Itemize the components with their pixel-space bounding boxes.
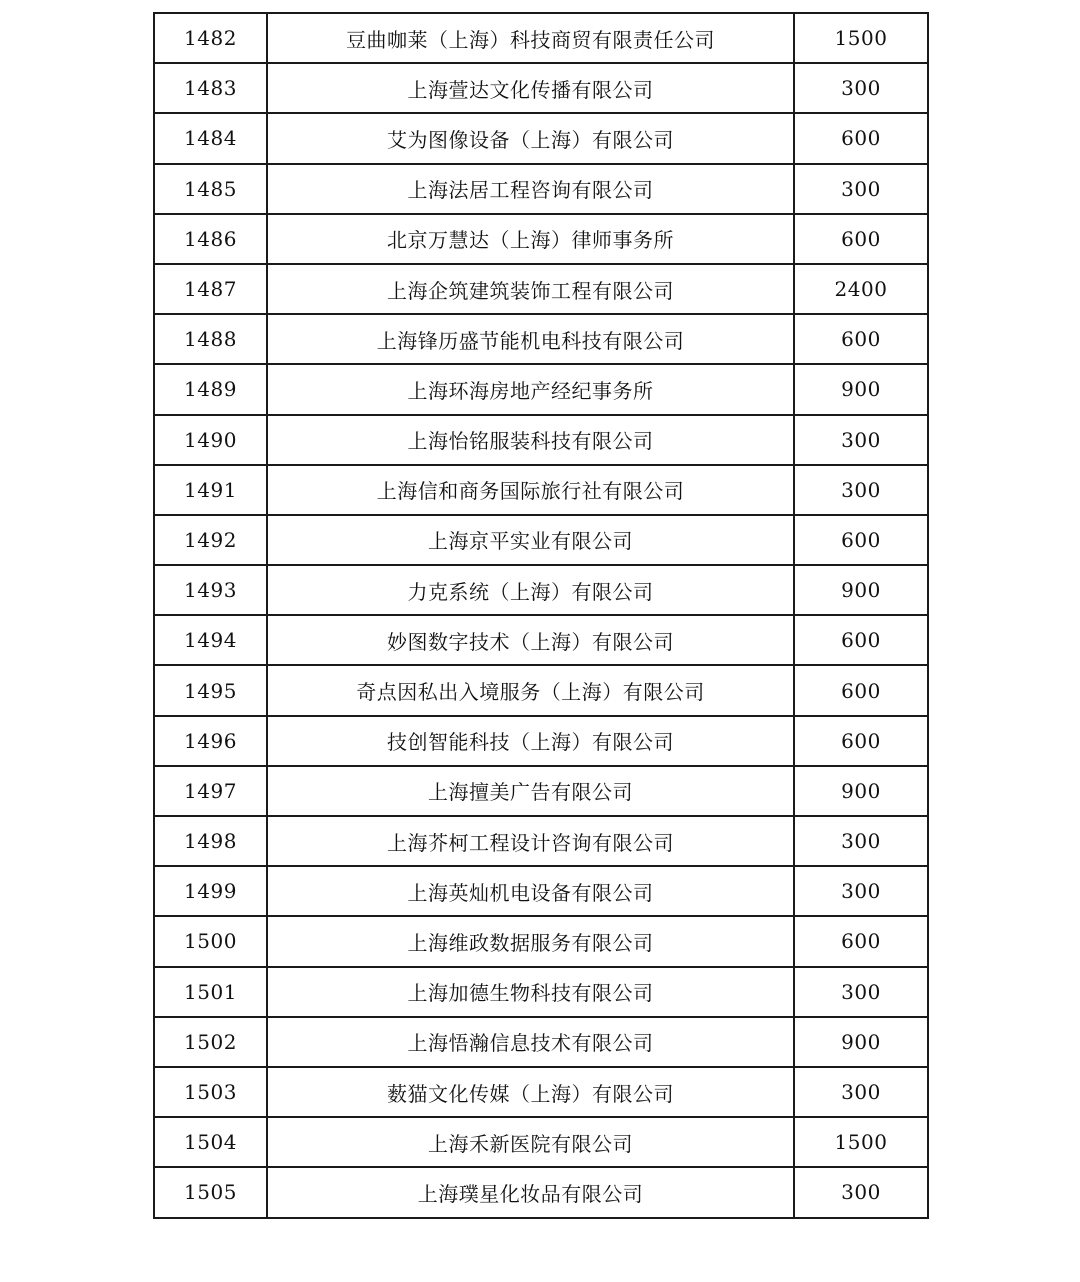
amount-cell: 300: [794, 816, 928, 866]
table-row: [154, 515, 928, 565]
row-number-cell: 1501: [154, 967, 267, 1017]
amount-cell: 900: [794, 766, 928, 816]
row-number-cell: 1487: [154, 264, 267, 314]
amount-cell: 600: [794, 214, 928, 264]
company-name-cell: 力克系统（上海）有限公司: [267, 565, 794, 615]
table-row: [154, 565, 928, 615]
row-number-cell: 1505: [154, 1167, 267, 1217]
company-name-cell: 上海怡铭服装科技有限公司: [267, 415, 794, 465]
table-row: [154, 916, 928, 966]
table-body: [154, 13, 928, 1218]
table-row: [154, 1017, 928, 1067]
table-row: [154, 1117, 928, 1167]
company-name-cell: 上海维政数据服务有限公司: [267, 916, 794, 966]
row-number-cell: 1495: [154, 665, 267, 715]
table-row: [154, 264, 928, 314]
company-name-cell: 奇点因私出入境服务（上海）有限公司: [267, 665, 794, 715]
company-name-cell: 北京万慧达（上海）律师事务所: [267, 214, 794, 264]
amount-cell: 600: [794, 113, 928, 163]
table-row: [154, 665, 928, 715]
row-number-cell: 1497: [154, 766, 267, 816]
company-name-cell: 技创智能科技（上海）有限公司: [267, 716, 794, 766]
row-number-cell: 1496: [154, 716, 267, 766]
table-row: [154, 1167, 928, 1217]
table-row: [154, 214, 928, 264]
amount-cell: 300: [794, 1067, 928, 1117]
table-row: [154, 465, 928, 515]
row-number-cell: 1483: [154, 63, 267, 113]
amount-cell: 900: [794, 1017, 928, 1067]
table-row: [154, 415, 928, 465]
amount-cell: 300: [794, 1167, 928, 1217]
amount-cell: 300: [794, 164, 928, 214]
table-row: [154, 13, 928, 63]
amount-cell: 600: [794, 665, 928, 715]
table-row: [154, 967, 928, 1017]
table-row: [154, 866, 928, 916]
row-number-cell: 1482: [154, 13, 267, 63]
company-name-cell: 豆曲咖莱（上海）科技商贸有限责任公司: [267, 13, 794, 63]
table-row: [154, 766, 928, 816]
company-name-cell: 上海芥柯工程设计咨询有限公司: [267, 816, 794, 866]
company-name-cell: 上海法居工程咨询有限公司: [267, 164, 794, 214]
company-name-cell: 上海京平实业有限公司: [267, 515, 794, 565]
company-name-cell: 上海英灿机电设备有限公司: [267, 866, 794, 916]
row-number-cell: 1502: [154, 1017, 267, 1067]
document-page: [153, 12, 927, 1219]
amount-cell: 600: [794, 515, 928, 565]
row-number-cell: 1484: [154, 113, 267, 163]
row-number-cell: 1491: [154, 465, 267, 515]
amount-cell: 900: [794, 565, 928, 615]
company-name-cell: 妙图数字技术（上海）有限公司: [267, 615, 794, 665]
company-name-cell: 上海悟瀚信息技术有限公司: [267, 1017, 794, 1067]
table-row: [154, 113, 928, 163]
table-row: [154, 716, 928, 766]
table-row: [154, 816, 928, 866]
row-number-cell: 1500: [154, 916, 267, 966]
table-row: [154, 364, 928, 414]
table-row: [154, 63, 928, 113]
amount-cell: 600: [794, 615, 928, 665]
company-name-cell: 上海锋历盛节能机电科技有限公司: [267, 314, 794, 364]
row-number-cell: 1499: [154, 866, 267, 916]
row-number-cell: 1494: [154, 615, 267, 665]
company-name-cell: 上海加德生物科技有限公司: [267, 967, 794, 1017]
company-name-cell: 薮猫文化传媒（上海）有限公司: [267, 1067, 794, 1117]
amount-cell: 300: [794, 866, 928, 916]
row-number-cell: 1490: [154, 415, 267, 465]
company-name-cell: 艾为图像设备（上海）有限公司: [267, 113, 794, 163]
amount-cell: 300: [794, 415, 928, 465]
company-name-cell: 上海萱达文化传播有限公司: [267, 63, 794, 113]
company-name-cell: 上海擅美广告有限公司: [267, 766, 794, 816]
amount-cell: 300: [794, 63, 928, 113]
amount-cell: 300: [794, 465, 928, 515]
company-name-cell: 上海环海房地产经纪事务所: [267, 364, 794, 414]
table-row: [154, 314, 928, 364]
company-name-cell: 上海信和商务国际旅行社有限公司: [267, 465, 794, 515]
row-number-cell: 1489: [154, 364, 267, 414]
amount-cell: 1500: [794, 1117, 928, 1167]
company-name-cell: 上海璞星化妆品有限公司: [267, 1167, 794, 1217]
company-name-cell: 上海禾新医院有限公司: [267, 1117, 794, 1167]
amount-cell: 2400: [794, 264, 928, 314]
amount-cell: 1500: [794, 13, 928, 63]
company-name-cell: 上海企筑建筑装饰工程有限公司: [267, 264, 794, 314]
row-number-cell: 1492: [154, 515, 267, 565]
amount-cell: 300: [794, 967, 928, 1017]
amount-cell: 900: [794, 364, 928, 414]
row-number-cell: 1498: [154, 816, 267, 866]
company-list-table: [153, 12, 929, 1219]
amount-cell: 600: [794, 314, 928, 364]
amount-cell: 600: [794, 716, 928, 766]
amount-cell: 600: [794, 916, 928, 966]
row-number-cell: 1485: [154, 164, 267, 214]
table-row: [154, 615, 928, 665]
row-number-cell: 1504: [154, 1117, 267, 1167]
table-row: [154, 1067, 928, 1117]
row-number-cell: 1503: [154, 1067, 267, 1117]
row-number-cell: 1486: [154, 214, 267, 264]
table-row: [154, 164, 928, 214]
row-number-cell: 1493: [154, 565, 267, 615]
row-number-cell: 1488: [154, 314, 267, 364]
